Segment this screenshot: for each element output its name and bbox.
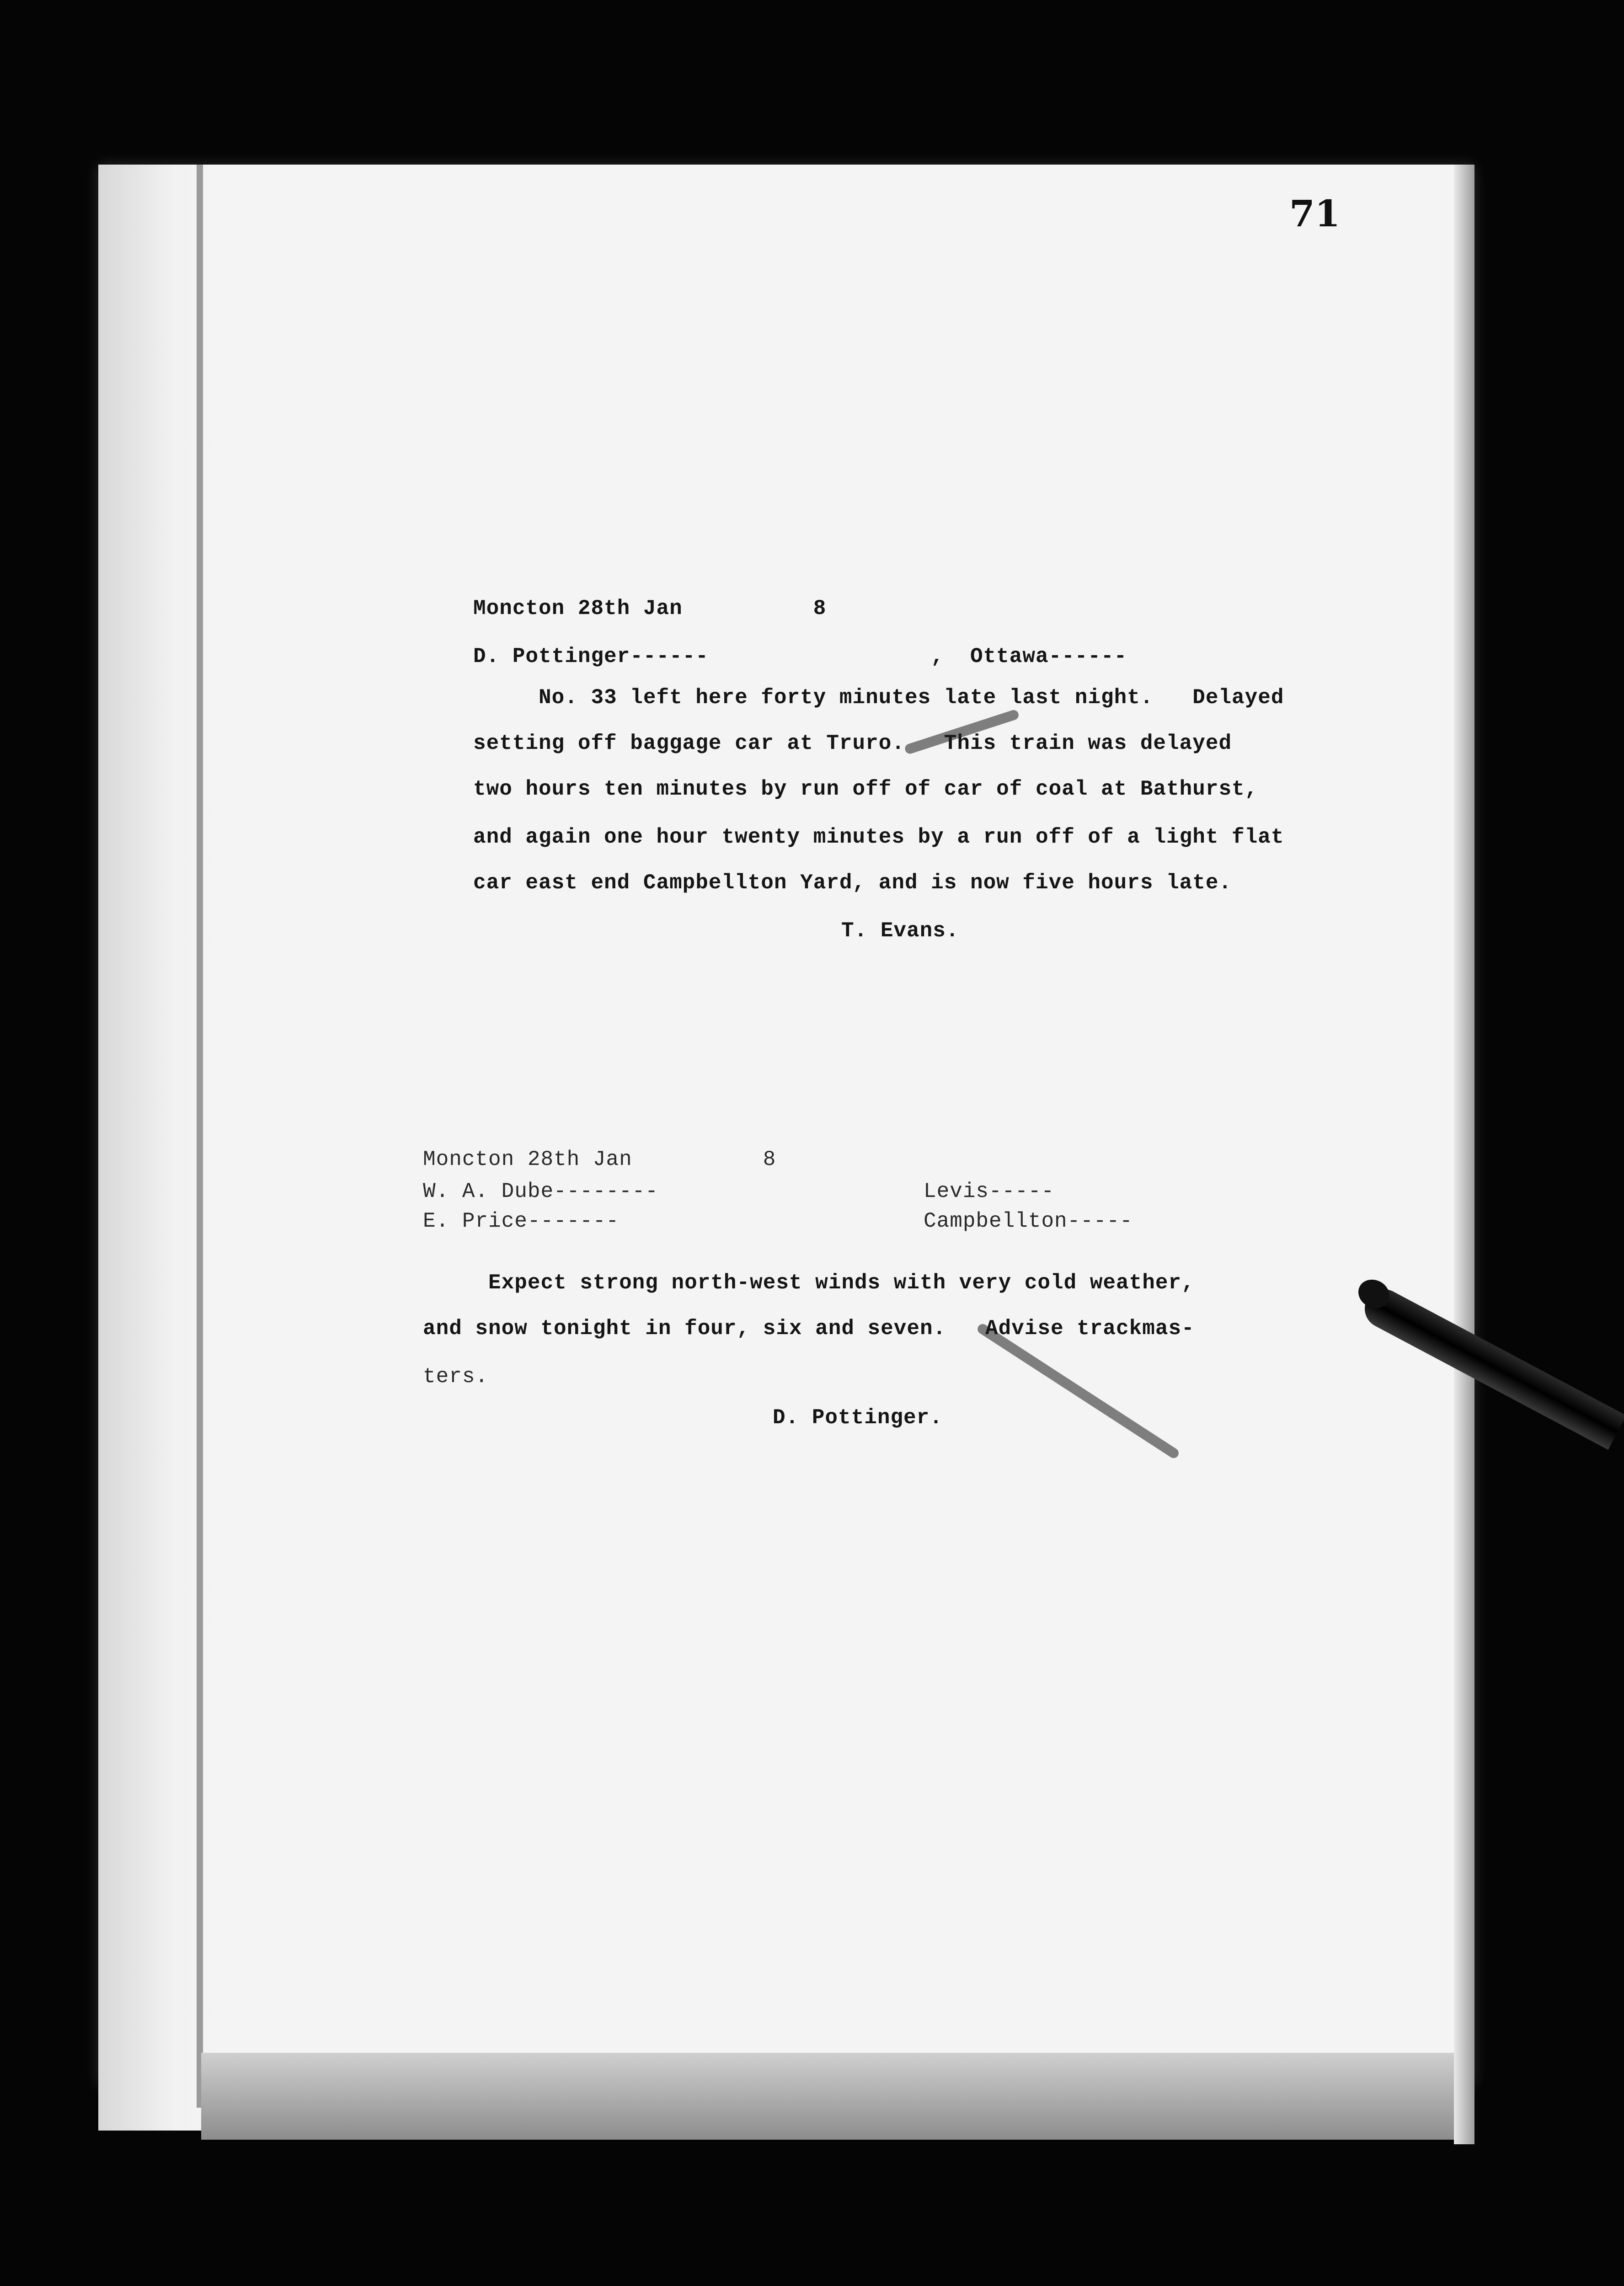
page-left-shading (98, 165, 226, 2131)
telegram1-body-line: car east end Campbellton Yard, and is now five hours late. (473, 871, 1232, 895)
telegram1-body-line: two hours ten minutes by run off of car of coal at Bathurst, (473, 777, 1258, 801)
telegram2-addressee-left: W. A. Dube-------- (423, 1180, 658, 1203)
telegram1-body-line: and again one hour twenty minutes by a run off of a light flat (473, 825, 1284, 849)
telegram2-body-line: and snow tonight in four, six and seven. Advise trackmas- (423, 1317, 1195, 1341)
telegram2-body-line: Expect strong north-west winds with very cold weather, (423, 1271, 1195, 1295)
telegram2-body-line: ters. (423, 1365, 489, 1389)
telegram1-signature: T. Evans. (841, 919, 959, 943)
telegram1-dateline: Moncton 28th Jan 8 (473, 597, 827, 620)
telegram2-dateline: Moncton 28th Jan 8 (423, 1148, 776, 1171)
telegram2-addressee-right: Levis----- (924, 1180, 1055, 1203)
document-page (98, 165, 1474, 2085)
page-fold (197, 165, 203, 2108)
telegram2-signature: D. Pottinger. (773, 1406, 943, 1430)
telegram1-body-line: setting off baggage car at Truro. This train was delayed (473, 732, 1232, 755)
telegram1-body-line: No. 33 left here forty minutes late last night. Delayed (473, 686, 1284, 710)
telegram2-addressee-left: E. Price------- (423, 1209, 620, 1233)
page-right-edge (1454, 165, 1474, 2144)
page-number: 71 (1289, 192, 1341, 235)
page-bottom-edge (201, 2053, 1454, 2140)
telegram1-addressee: D. Pottinger------ , Ottawa------ (473, 645, 1127, 668)
telegram2-addressee-right: Campbellton----- (924, 1209, 1133, 1233)
